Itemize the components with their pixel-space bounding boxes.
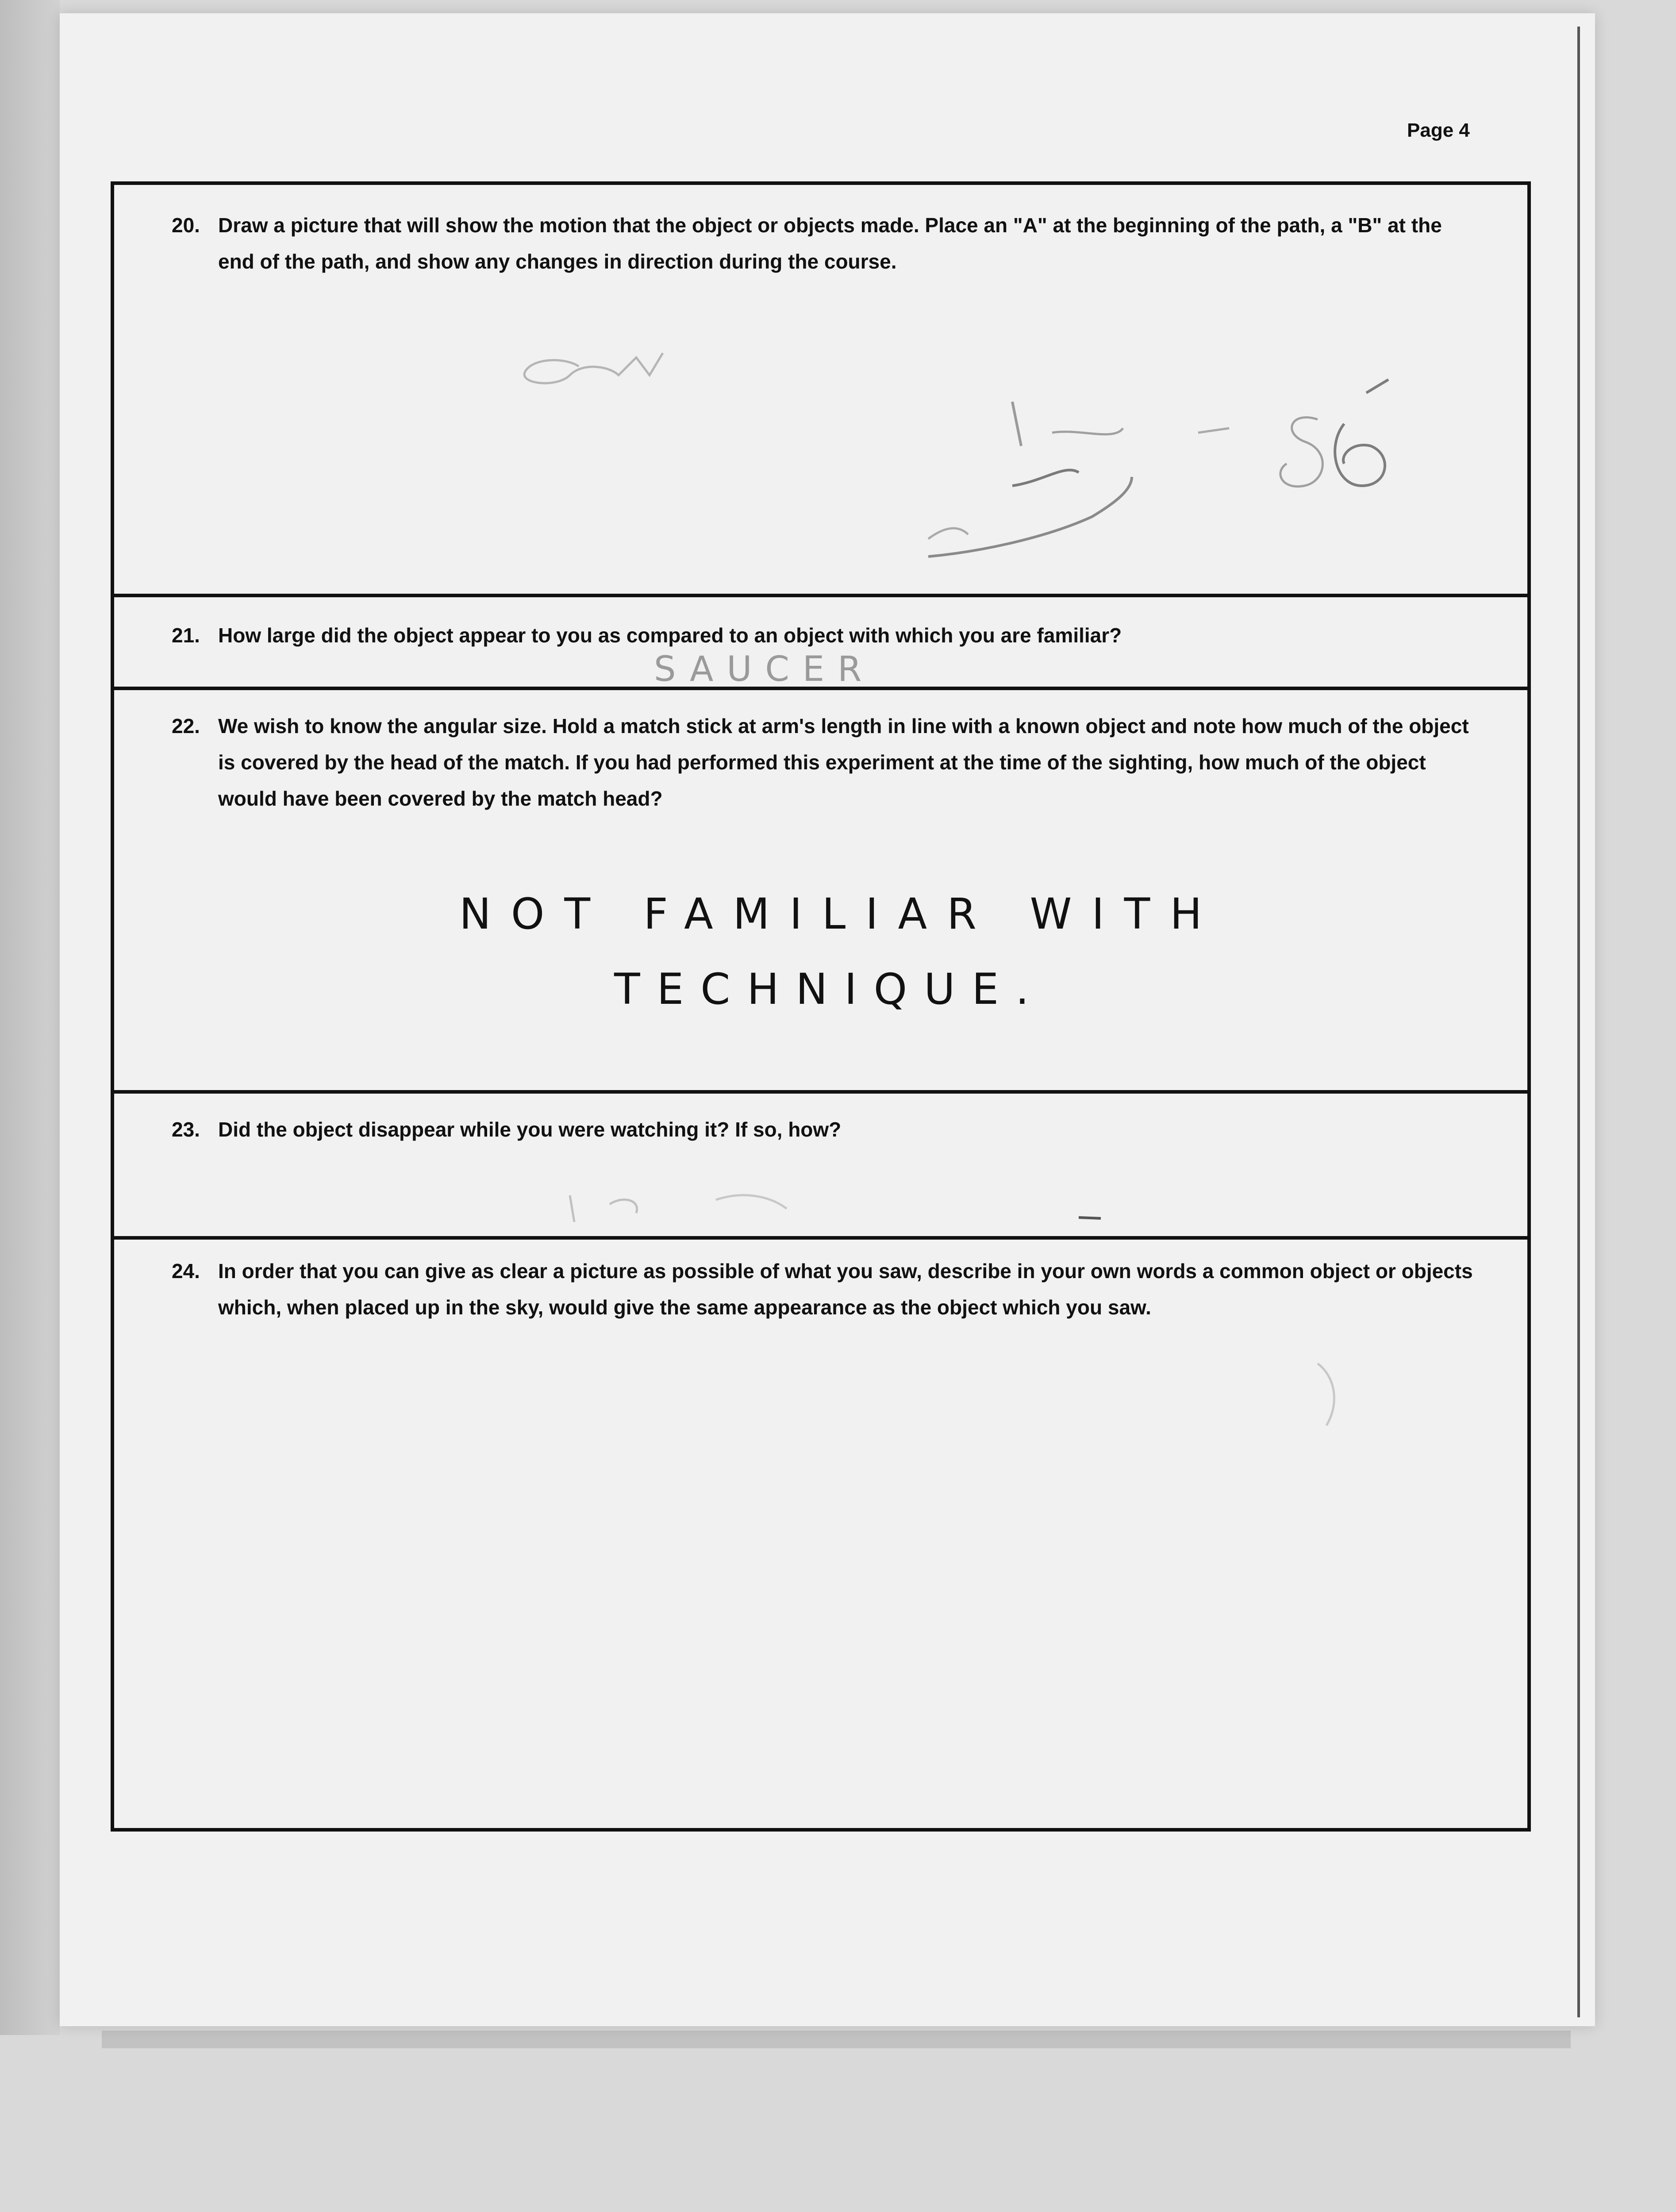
question-number: 24. xyxy=(172,1260,200,1283)
question-text: How large did the object appear to you as compared to an object with which you are familiar? xyxy=(218,624,1122,647)
question-text: Draw a picture that will show the motion that the object or objects made. Place an "A" at the beginning of the path, a "B" at the end of the path, and show any changes in direction during the course. xyxy=(218,214,1442,273)
handwritten-answer-22-line1: NOT FAMILIAR WITH xyxy=(459,889,1222,939)
faint-marks-24 xyxy=(1287,1350,1375,1439)
questionnaire-form xyxy=(111,181,1531,1832)
question-21 xyxy=(172,617,1483,653)
question-20 xyxy=(172,207,1483,280)
question-number: 23. xyxy=(172,1118,200,1141)
question-24 xyxy=(172,1253,1483,1325)
question-22 xyxy=(172,708,1483,817)
question-text: In order that you can give as clear a picture as possible of what you saw, describe in your own words a common object or objects which, when placed up in the sky, would give the same appearance as the object which you saw. xyxy=(218,1260,1473,1319)
question-text: We wish to know the angular size. Hold a match stick at arm's length in line with a known object and note how much of the object is covered by the head of the match. If you had performed this experiment at the time of the sighting, how much of the object would have been covered by the match head? xyxy=(218,714,1469,810)
scan-bottom-shadow xyxy=(102,2031,1571,2048)
question-text: Did the object disappear while you were watching it? If so, how? xyxy=(218,1118,842,1141)
question-number: 20. xyxy=(172,214,200,237)
page-number: Page 4 xyxy=(1407,119,1470,141)
motion-sketch-faint xyxy=(424,331,1397,579)
question-23 xyxy=(172,1111,1483,1148)
handwritten-answer-22-line2: TECHNIQUE. xyxy=(614,964,1046,1014)
question-20-section xyxy=(114,185,1527,597)
handwritten-answer-21: SAUCER xyxy=(654,649,875,689)
question-24-section xyxy=(114,1240,1527,1828)
question-22-section xyxy=(114,690,1527,1094)
question-number: 21. xyxy=(172,624,200,647)
page-edge-line xyxy=(1577,27,1580,2017)
question-number: 22. xyxy=(172,714,200,737)
question-23-section xyxy=(114,1094,1527,1240)
question-21-section xyxy=(114,597,1527,690)
scan-left-shadow xyxy=(0,0,60,2035)
faint-marks-23 xyxy=(557,1169,1176,1235)
